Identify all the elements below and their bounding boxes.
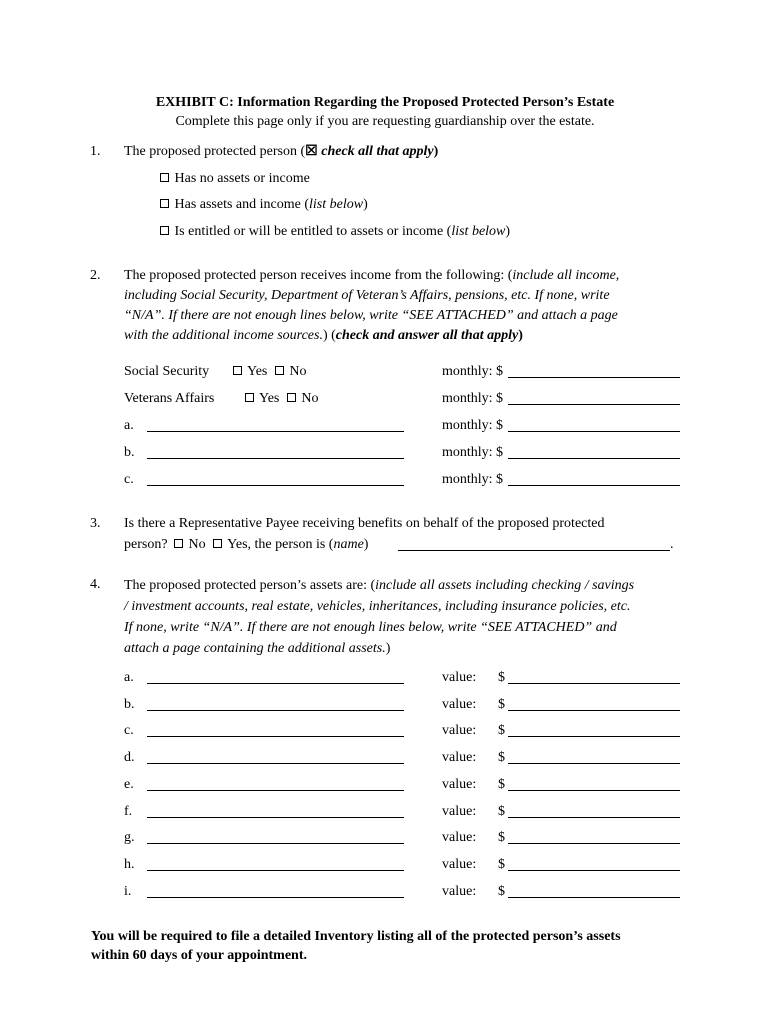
value-label: value: [442,777,477,792]
value-label: value: [442,804,477,819]
social-security-yes-no[interactable]: Yes No [233,364,306,380]
dollar-sign: $ [498,804,505,819]
value-label: value: [442,830,477,845]
value-label: value: [442,750,477,765]
asset-description-line[interactable] [147,790,404,791]
dollar-sign: $ [498,777,505,792]
q3-number: 3. [90,516,101,531]
monthly-amount-line[interactable] [508,458,680,459]
asset-description-line[interactable] [147,683,404,684]
q2-prompt: The proposed protected person receives income from the following: (include all income, including Social Security, Department of Veteran’s Affairs, pensions, etc. If none, write “N/A”. If there are not enough lines below, write “SEE ATTACHED” and attach a page with the additional income sources.) (check and answer all that apply) [124,268,620,343]
checkbox[interactable] [275,366,284,375]
dollar-sign: $ [498,670,505,685]
q1-option-entitled[interactable]: Is entitled or will be entitled to assets or income (list below) [160,224,510,240]
asset-description-line[interactable] [147,817,404,818]
monthly-label: monthly: $ [442,391,504,406]
monthly-amount-line[interactable] [508,485,680,486]
footer-line-2: within 60 days of your appointment. [91,948,308,963]
dollar-sign: $ [498,697,505,712]
asset-value-line[interactable] [508,897,680,898]
asset-value-line[interactable] [508,843,680,844]
checkbox[interactable] [174,539,183,548]
monthly-label: monthly: $ [442,364,504,379]
asset-line-letter: h. [124,857,135,872]
dollar-sign: $ [498,723,505,738]
payee-name-line[interactable] [398,550,670,551]
checkbox[interactable] [287,393,296,402]
asset-line-letter: c. [124,723,134,738]
income-line-letter: a. [124,418,134,433]
asset-line-letter: e. [124,777,134,792]
asset-description-line[interactable] [147,763,404,764]
exhibit-title: EXHIBIT C: Information Regarding the Proposed Protected Person’s Estate [155,95,615,110]
income-source-line[interactable] [147,458,404,459]
monthly-amount-line[interactable] [508,377,680,378]
dollar-sign: $ [498,857,505,872]
q4-prompt: The proposed protected person’s assets are: (include all assets including checking / savings / investment accounts, real estate, vehicles, inheritances, including insurance policies, etc. If none, write “N/A”. If there are not enough lines below, write “SEE ATTACHED” and attach a page containing the additional assets.) [124,578,635,656]
asset-description-line[interactable] [147,897,404,898]
checkbox[interactable] [160,199,169,208]
asset-line-letter: i. [124,884,132,899]
q4-number: 4. [90,577,101,592]
asset-line-letter: a. [124,670,134,685]
value-label: value: [442,857,477,872]
q1-option-no-assets[interactable]: Has no assets or income [160,171,310,187]
q3-end-period: . [670,537,674,552]
footer-line-1: You will be required to file a detailed Inventory listing all of the protected person’s assets [91,929,621,944]
veterans-affairs-label: Veterans Affairs [124,391,215,406]
social-security-label: Social Security [124,364,210,379]
checkbox[interactable] [233,366,242,375]
exhibit-subtitle: Complete this page only if you are requesting guardianship over the estate. [175,114,595,129]
checkbox[interactable] [213,539,222,548]
asset-value-line[interactable] [508,870,680,871]
asset-line-letter: g. [124,830,135,845]
dollar-sign: $ [498,884,505,899]
dollar-sign: $ [498,750,505,765]
asset-value-line[interactable] [508,710,680,711]
value-label: value: [442,670,477,685]
monthly-label: monthly: $ [442,472,504,487]
value-label: value: [442,884,477,899]
asset-value-line[interactable] [508,790,680,791]
veterans-affairs-yes-no[interactable]: Yes No [245,391,318,407]
checked-box-glyph: ☒ [305,144,318,159]
value-label: value: [442,697,477,712]
dollar-sign: $ [498,830,505,845]
monthly-label: monthly: $ [442,418,504,433]
asset-value-line[interactable] [508,763,680,764]
income-source-line[interactable] [147,431,404,432]
asset-line-letter: f. [124,804,133,819]
asset-value-line[interactable] [508,683,680,684]
asset-value-line[interactable] [508,817,680,818]
monthly-amount-line[interactable] [508,431,680,432]
q1-option-has-assets[interactable]: Has assets and income (list below) [160,197,368,213]
checkbox[interactable] [160,226,169,235]
q1-prompt: The proposed protected person (☒ check all that apply) [124,144,439,159]
checkbox[interactable] [245,393,254,402]
q1-number: 1. [90,144,101,159]
monthly-label: monthly: $ [442,445,504,460]
monthly-amount-line[interactable] [508,404,680,405]
income-line-letter: b. [124,445,135,460]
asset-description-line[interactable] [147,870,404,871]
asset-description-line[interactable] [147,843,404,844]
asset-line-letter: d. [124,750,135,765]
asset-description-line[interactable] [147,710,404,711]
asset-line-letter: b. [124,697,135,712]
checkbox[interactable] [160,173,169,182]
asset-description-line[interactable] [147,736,404,737]
income-source-line[interactable] [147,485,404,486]
income-line-letter: c. [124,472,134,487]
asset-value-line[interactable] [508,736,680,737]
q3-answer-row: person? No Yes, the person is (name) [124,537,369,552]
q3-prompt: Is there a Representative Payee receiving benefits on behalf of the proposed protected [124,516,605,531]
q2-number: 2. [90,268,101,283]
value-label: value: [442,723,477,738]
